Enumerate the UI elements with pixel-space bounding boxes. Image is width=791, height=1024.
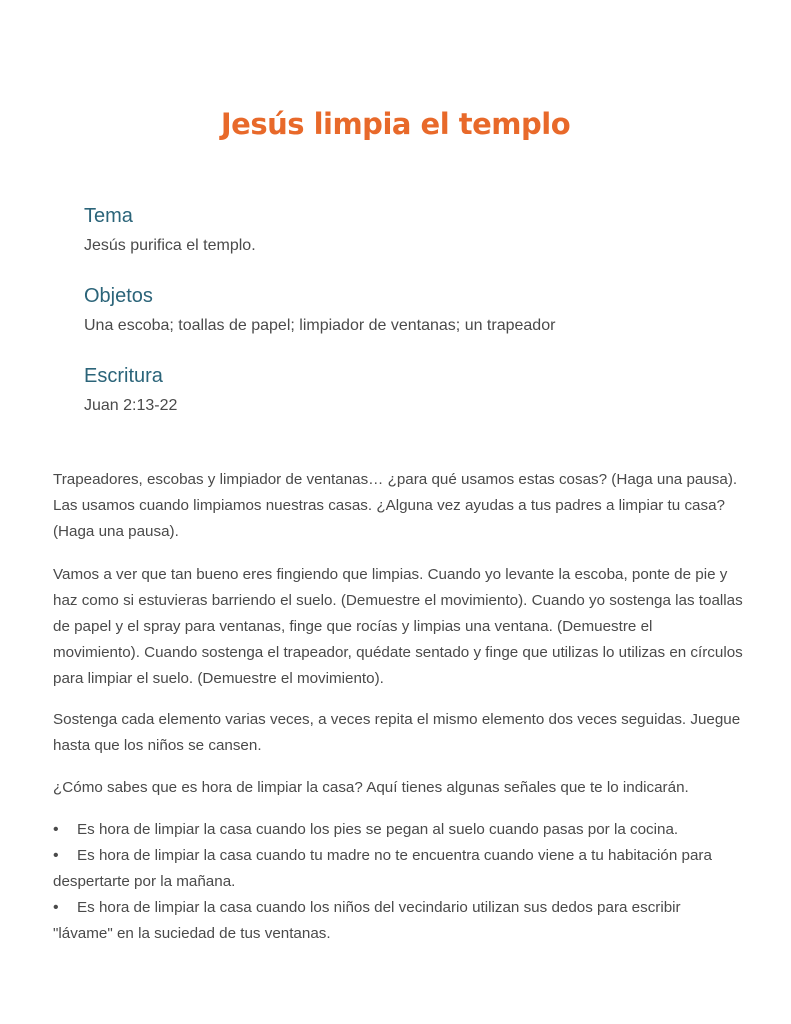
meta-heading-objetos: Objetos <box>84 285 153 307</box>
page-title: Jesús limpia el templo <box>220 107 571 141</box>
meta-objetos <box>84 283 724 337</box>
meta-value-objetos: Una escoba; toallas de papel; limpiador de ventanas; un trapeador <box>84 317 556 334</box>
bullet-list <box>53 817 743 947</box>
meta-heading-tema: Tema <box>84 205 133 227</box>
paragraph-game <box>53 562 743 692</box>
meta-heading-escritura: Escritura <box>84 365 163 387</box>
list-item <box>53 843 743 895</box>
list-item-text: Es hora de limpiar la casa cuando tu madre no te encuentra cuando viene a tu habitación para despertarte por la mañana. <box>53 847 712 890</box>
paragraph-question <box>53 775 743 801</box>
paragraph-text: Sostenga cada elemento varias veces, a veces repita el mismo elemento dos veces seguidas. Juegue hasta que los niños se cansen. <box>53 711 741 754</box>
list-item-text: Es hora de limpiar la casa cuando los pies se pegan al suelo cuando pasas por la cocina. <box>77 821 679 838</box>
paragraph-text: Vamos a ver que tan bueno eres fingiendo que limpias. Cuando yo levante la escoba, ponte de pie y haz como si estuvieras barriendo el suelo. (Demuestre el movimiento). Cuando yo sostenga las toallas de papel y el spray para ventanas, finge que rocías y limpias una ventana. (Demuestre el movimiento). Cuando sostenga el trapeador, quédate sentado y finge que utilizas lo utilizas en círculos para limpiar el suelo. (Demuestre el movimiento). <box>53 566 743 687</box>
meta-value-tema: Jesús purifica el templo. <box>84 237 256 254</box>
list-item <box>53 895 743 947</box>
list-item <box>53 817 743 843</box>
paragraph-text: Trapeadores, escobas y limpiador de ventanas… ¿para qué usamos estas cosas? (Haga una pausa). Las usamos cuando limpiamos nuestras casas. ¿Alguna vez ayudas a tus padres a limpiar tu casa? (Haga una pausa). <box>53 471 738 540</box>
bullet-icon <box>53 895 77 921</box>
paragraph-text: ¿Cómo sabes que es hora de limpiar la casa? Aquí tienes algunas señales que te lo indicarán. <box>53 779 689 796</box>
bullet-icon <box>53 817 77 843</box>
meta-escritura <box>84 363 724 417</box>
meta-value-escritura: Juan 2:13-22 <box>84 397 178 414</box>
paragraph-intro <box>53 467 743 545</box>
paragraph-instructions <box>53 707 743 759</box>
bullet-icon <box>53 843 77 869</box>
meta-tema <box>84 203 724 257</box>
list-item-text: Es hora de limpiar la casa cuando los niños del vecindario utilizan sus dedos para escribir "lávame" en la suciedad de tus ventanas. <box>53 899 681 942</box>
